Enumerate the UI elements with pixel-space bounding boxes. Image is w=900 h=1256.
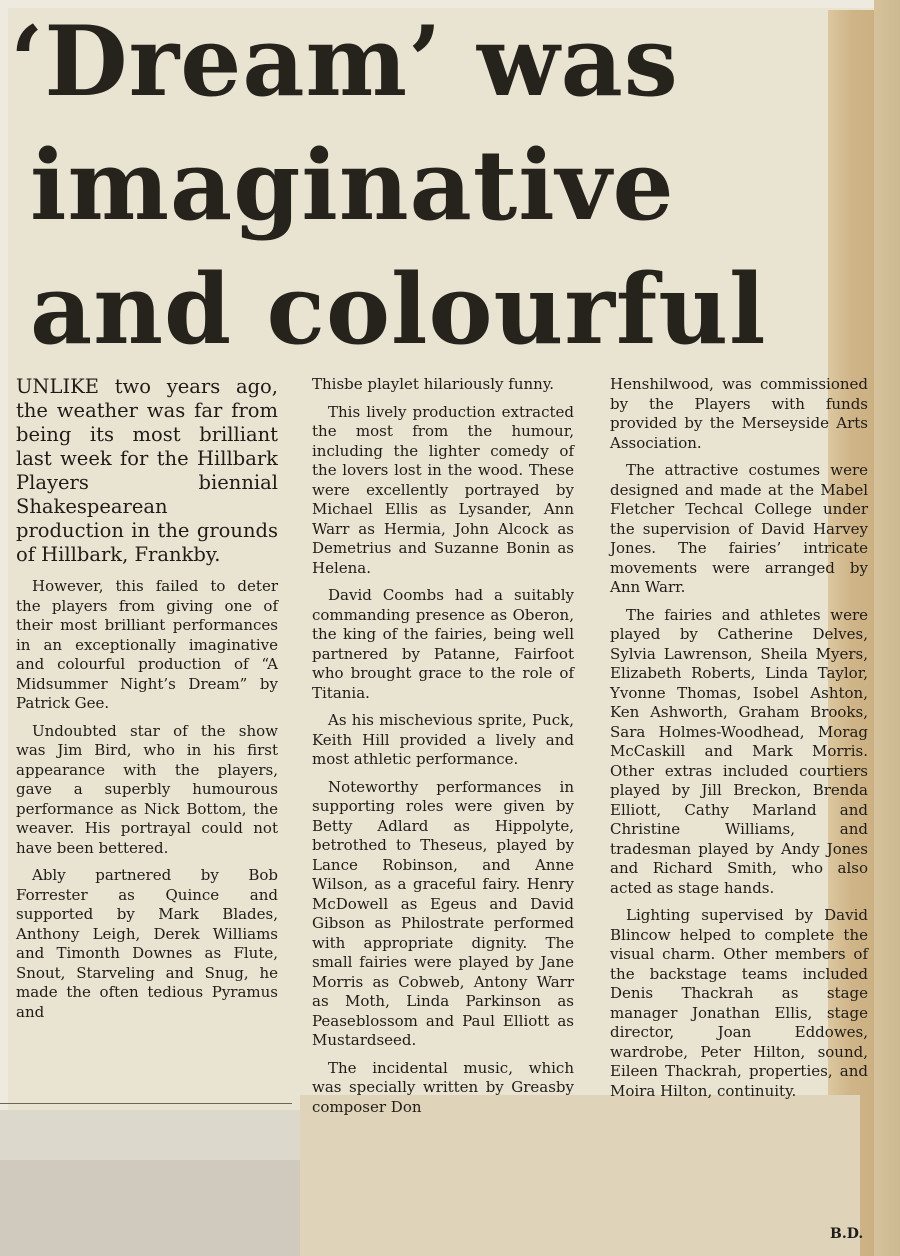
article-column-3 [610, 375, 868, 1109]
paragraph: The incidental music, which was specially written by Greasby composer Don [312, 1058, 574, 1116]
lead-paragraph: UNLIKE two years ago, the weather was far from being its most brilliant last week for the Hillbark Players biennial Shakespearean production in the grounds of Hillbark, Frankby. [16, 375, 278, 566]
underlying-paper-fragment-lower [0, 1160, 300, 1256]
paragraph: Ably partnered by Bob Forrester as Quince and supported by Mark Blades, Anthony Leigh, Derek Williams and Timonth Downes as Flute, Snout, Starveling and Snug, he made the often tedious Pyramus and [16, 866, 278, 1021]
headline-line-1: ‘Dream’ was [10, 5, 679, 118]
article-column-2 [312, 375, 574, 1125]
paragraph: Lighting supervised by David Blincow helped to complete the visual charm. Other members of the backstage teams included Denis Thackrah as stage manager Jonathan Ellis, stage director, Joan Eddowes, wardrobe, Peter Hilton, sound, Eileen Thackrah, properties, and Moira Hilton, continuity. [610, 906, 868, 1100]
paragraph: The attractive costumes were designed and made at the Mabel Fletcher Techcal College under the supervision of David Harvey Jones. The fairies’ intricate movements were arranged by Ann Warr. [610, 461, 868, 596]
paragraph: Henshilwood, was commissioned by the Players with funds provided by the Merseyside Arts Association. [610, 375, 868, 452]
paragraph: Noteworthy performances in supporting roles were given by Betty Adlard as Hippolyte, betrothed to Theseus, played by Lance Robinson, and Anne Wilson, as a graceful fairy. Henry McDowell as Egeus and David Gibson as Philostrate performed with appropriate dignity. The small fairies were played by Jane Morris as Cobweb, Antony Warr as Moth, Linda Parkinson as Peaseblossom and Paul Elliott as Mustardseed. [312, 777, 574, 1049]
headline-line-3: and colourful [30, 253, 767, 366]
paragraph: However, this failed to deter the players from giving one of their most brilliant performances in an exceptionally imaginative and colourful production of “A Midsummer Night’s Dream” by Patrick Gee. [16, 577, 278, 712]
paragraph: Undoubted star of the show was Jim Bird, who in his first appearance with the players, gave a superbly humourous performance as Nick Bottom, the weaver. His portrayal could not have been bettered. [16, 721, 278, 857]
article-column-1 [16, 375, 278, 1030]
paragraph: David Coombs had a suitably commanding presence as Oberon, the king of the fairies, being well partnered by Patanne, Fairfoot who brought grace to the role of Titania. [312, 586, 574, 702]
paper-edge-strip-outer [874, 0, 900, 1256]
author-initials: B.D. [830, 1226, 864, 1242]
paragraph: The fairies and athletes were played by Catherine Delves, Sylvia Lawrenson, Sheila Myers, Elizabeth Roberts, Linda Taylor, Yvonne Thomas, Isobel Ashton, Ken Ashworth, Graham Brooks, Sara Holmes-Woodhead, Morag McCaskill and Mark Morris. Other extras included courtiers played by Jill Breckon, Brenda Elliott, Cathy Marland and Christine Williams, and tradesman played by Andy Jones and Richard Smith, who also acted as stage hands. [610, 605, 868, 897]
column-rule [0, 1103, 292, 1104]
article-headline [10, 0, 830, 372]
headline-line-2: imaginative [30, 129, 675, 242]
paragraph: This lively production extracted the most from the humour, including the lighter comedy of the lovers lost in the wood. These were excellently portrayed by Michael Ellis as Lysander, Ann Warr as Hermia, John Alcock as Demetrius and Suzanne Bonin as Helena. [312, 402, 574, 577]
paragraph: As his mischevious sprite, Puck, Keith Hill provided a lively and most athletic performance. [312, 711, 574, 768]
paragraph: Thisbe playlet hilariously funny. [312, 375, 555, 393]
